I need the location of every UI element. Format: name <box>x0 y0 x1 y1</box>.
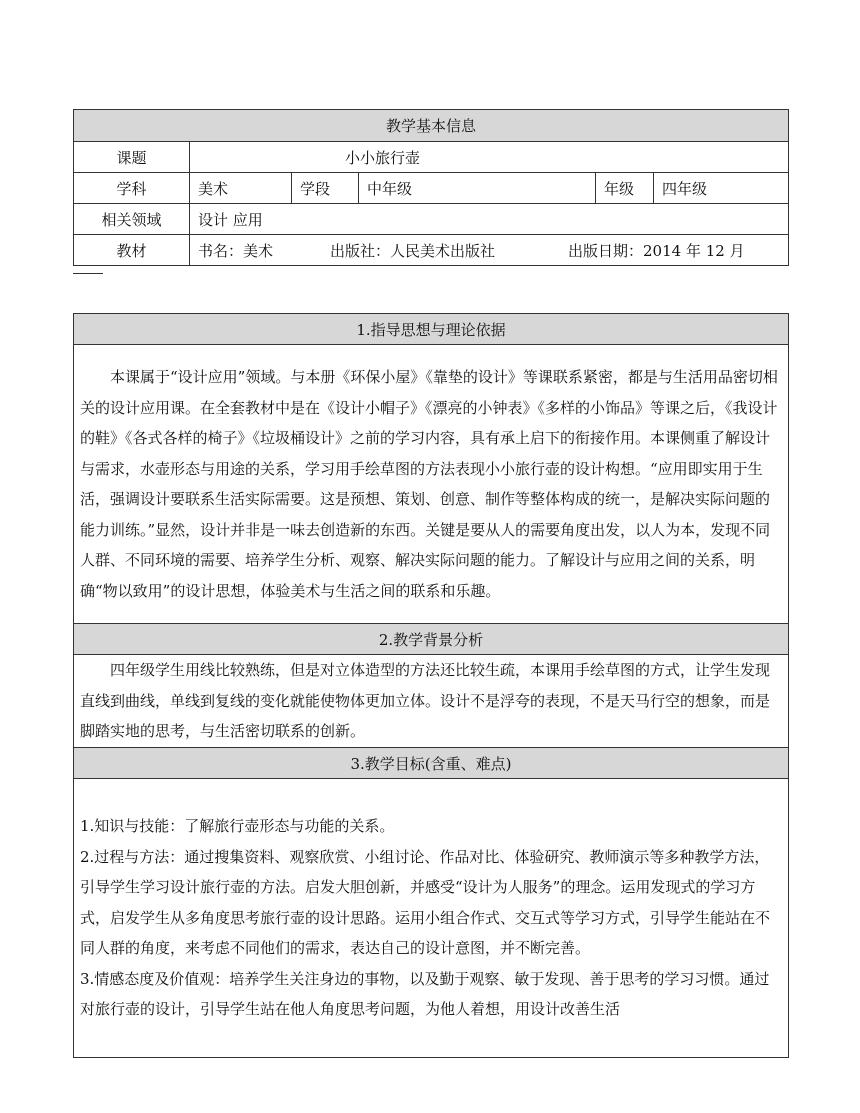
stage-label: 学段 <box>292 173 359 204</box>
basic-info-header: 教学基本信息 <box>74 110 789 142</box>
subject-value: 美术 <box>190 173 292 204</box>
section1-text: 本课属于“设计应用”领域。与本册《环保小屋》《靠垫的设计》等课联系紧密，都是与生活用品密切相关的设计应用课。在全套教材中是在《设计小帽子》《漂亮的小钟表》《多样的小饰品》等课之后，《我设计的鞋》《各式各样的椅子》《垃圾桶设计》之前的学习内容，具有承上启下的衔接作用。本课侧重了解设计与需求，水壶形态与用途的关系，学习用手绘草图的方法表现小小旅行壶的设计构想。“应用即实用于生活，强调设计要联系生活实际需要。这是预想、策划、创意、制作等整体构成的统一，是解决实际问题的能力训练。”显然，设计并非是一味去创造新的东西。关键是要从人的需要角度出发，以人为本，发现不同人群、不同环境的需要、培养学生分析、观察、解决实际问题的能力。了解设计与应用之间的关系，明确“物以致用”的设计思想，体验美术与生活之间的联系和乐趣。 <box>80 368 778 600</box>
field-label: 相关领域 <box>74 204 190 235</box>
section2-body <box>74 655 789 748</box>
topic-label: 课题 <box>74 142 190 173</box>
goal-emotion: 3.情感态度及价值观：培养学生关注身边的事物，以及勤于观察、敏于发现、善于思考的学习习惯。通过对旅行壶的设计，引导学生站在他人角度思考问题，为他人着想，用设计改善生活 <box>80 969 770 1019</box>
book-name: 书名：美术 <box>198 241 274 260</box>
grade-value: 四年级 <box>654 173 789 204</box>
topic-value: 小小旅行壶 <box>190 142 789 173</box>
lesson-plan-table <box>73 313 789 1058</box>
section1-body <box>74 345 789 624</box>
publish-date: 出版日期：2014 年 12 月 <box>568 241 745 260</box>
subject-label: 学科 <box>74 173 190 204</box>
section2-title: 2.教学背景分析 <box>74 624 789 655</box>
textbook-value <box>190 235 789 266</box>
stage-value: 中年级 <box>359 173 596 204</box>
field-value: 设计 应用 <box>190 204 789 235</box>
publisher: 出版社：人民美术出版社 <box>330 241 496 260</box>
section3-title: 3.教学目标(含重、难点) <box>74 748 789 779</box>
textbook-label: 教材 <box>74 235 190 266</box>
section1-title: 1.指导思想与理论依据 <box>74 314 789 345</box>
table-tail-line <box>73 273 103 274</box>
section2-text: 四年级学生用线比较熟练，但是对立体造型的方法还比较生疏，本课用手绘草图的方式，让学生发现直线到曲线，单线到复线的变化就能使物体更加立体。设计不是浮夸的表现，不是天马行空的想象，而是脚踏实地的思考，与生活密切联系的创新。 <box>80 661 771 741</box>
section3-body <box>74 779 789 1058</box>
basic-info-table <box>73 109 789 266</box>
goal-process: 2.过程与方法：通过搜集资料、观察欣赏、小组讨论、作品对比、体验研究、教师演示等多种教学方法，引导学生学习设计旅行壶的方法。启发大胆创新，并感受“设计为人服务”的理念。运用发现式的学习方式，启发学生从多角度思考旅行壶的设计思路。运用小组合作式、交互式等学习方式，引导学生能站在不同人群的角度，来考虑不同他们的需求，表达自己的设计意图，并不断完善。 <box>80 847 771 958</box>
grade-label: 年级 <box>596 173 654 204</box>
goal-knowledge: 1.知识与技能：了解旅行壶形态与功能的关系。 <box>80 817 395 836</box>
